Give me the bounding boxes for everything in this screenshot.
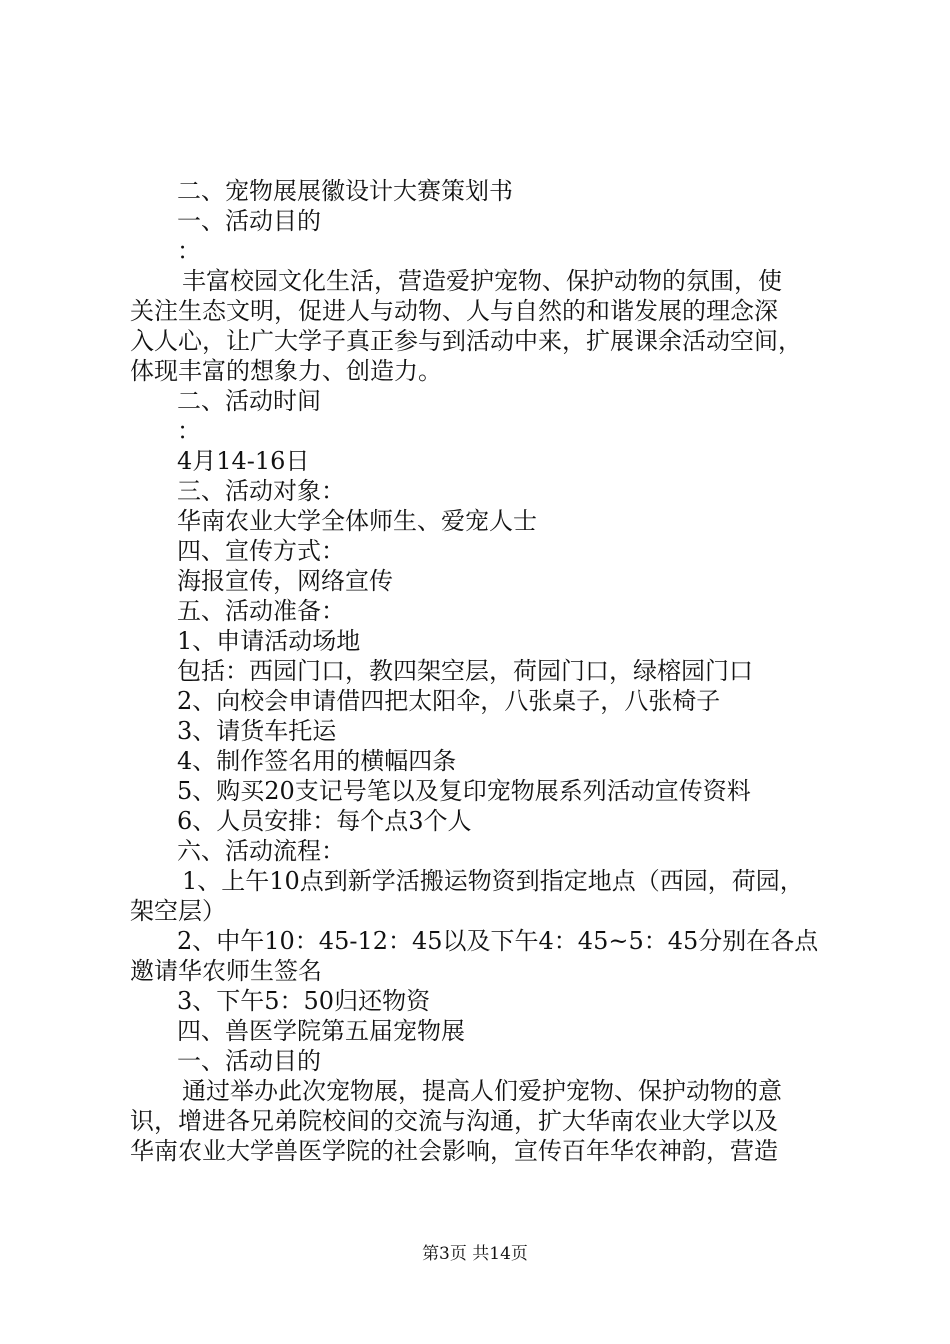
text-line: 2、向校会申请借四把太阳伞，八张桌子，八张椅子 [177,687,721,715]
document-body [130,176,830,1166]
text-line: 华南农业大学兽医学院的社会影响，宣传百年华农神韵，营造 [130,1137,778,1165]
page-footer: 第3页 共14页 [422,1244,528,1264]
text-line: 5、购买20支记号笔以及复印宠物展系列活动宣传资料 [177,777,751,805]
text-line: 关注生态文明，促进人与动物、人与自然的和谐发展的理念深 [130,297,778,325]
text-line: 通过举办此次宠物展，提高人们爱护宠物、保护动物的意 [182,1077,782,1105]
text-line: 二、活动时间 [177,387,321,415]
text-line: 2、中午10：45-12：45以及下午4：45~5：45分别在各点 [177,927,819,955]
text-line: 海报宣传，网络宣传 [177,567,393,595]
text-line: 丰富校园文化生活，营造爱护宠物、保护动物的氛围，使 [182,267,782,295]
text-line: 五、活动准备： [177,597,345,625]
text-line: 体现丰富的想象力、创造力。 [130,357,442,385]
text-line: 1、申请活动场地 [177,627,361,655]
text-line: 二、宠物展展徽设计大赛策划书 [177,177,513,205]
text-line: 3、请货车托运 [177,717,337,745]
text-line: 四、宣传方式： [177,537,345,565]
text-line: 架空层） [130,897,226,925]
text-line: 4月14-16日 [177,447,310,475]
text-line: 六、活动流程： [177,837,345,865]
text-line: 四、兽医学院第五届宠物展 [177,1017,465,1045]
text-line: 三、活动对象： [177,477,345,505]
text-line: ： [177,417,201,445]
text-line: 华南农业大学全体师生、爱宠人士 [177,507,537,535]
text-line: 一、活动目的 [177,207,321,235]
text-line: 识，增进各兄弟院校间的交流与沟通，扩大华南农业大学以及 [130,1107,778,1135]
text-line: 6、人员安排：每个点3个人 [177,807,472,835]
text-line: 包括：西园门口，教四架空层，荷园门口，绿榕园门口 [177,657,753,685]
text-line: 入人心，让广大学子真正参与到活动中来，扩展课余活动空间， [130,327,802,355]
text-line: ： [177,237,201,265]
text-line: 1、上午10点到新学活搬运物资到指定地点（西园，荷园， [182,867,804,895]
text-line: 3、下午5：50归还物资 [177,987,431,1015]
text-line: 一、活动目的 [177,1047,321,1075]
text-line: 邀请华农师生签名 [130,957,322,985]
text-line: 4、制作签名用的横幅四条 [177,747,457,775]
